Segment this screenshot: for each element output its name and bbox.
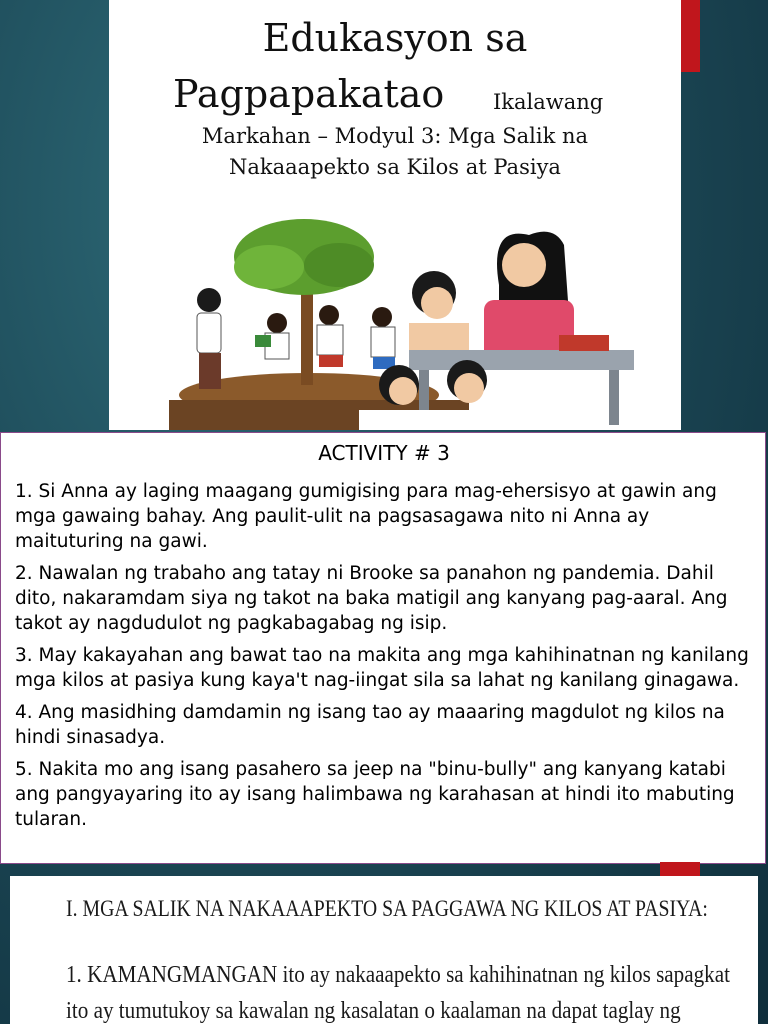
activity-item: 5. Nakita mo ang isang pasahero sa jeep na "binu-bully" ang kanyang katabi ang pangyayaring ito ay isang halimbawa ng karahasan at hindi ito mabuting tularan. (15, 759, 735, 830)
document-text-line: 1. KAMANGMANGAN ito ay nakaaapekto sa kahihinatnan ng kilos sapagkat (66, 962, 730, 988)
activity-item: 4. Ang masidhing damdamin ng isang tao ay maaaring magdulot ng kilos na hindi sinasadya. (15, 702, 725, 748)
activity-panel (0, 432, 766, 864)
students-illustration (169, 205, 639, 430)
lesson-document (10, 876, 758, 1024)
cover-title-suffix: Ikalawang (493, 90, 604, 114)
module-cover (109, 0, 681, 430)
cover-subtitle: Markahan – Modyul 3: Mga Salik na (201, 124, 589, 148)
document-heading: I. MGA SALIK NA NAKAAAPEKTO SA PAGGAWA NG KILOS AT PASIYA: (66, 896, 708, 921)
activity-item: 1. Si Anna ay laging maagang gumigising para mag-ehersisyo at gawin ang mga gawaing bahay. Ang paulit-ulit na pagsasagawa nito ni Anna ay maituturing na gawi. (15, 481, 717, 552)
red-accent-bar (681, 0, 700, 72)
cover-subtitle-line2: Nakaaapekto sa Kilos at Pasiya (229, 155, 561, 179)
cover-title-line2: Pagpapakatao (173, 72, 445, 116)
activity-item: 3. May kakayahan ang bawat tao na makita ang mga kahihinatnan ng kanilang mga kilos at pasiya kung kaya't nag-iingat sila sa lahat ng kanilang ginagawa. (15, 645, 749, 691)
cover-title: Edukasyon sa (262, 16, 528, 60)
activity-title: ACTIVITY # 3 (318, 441, 450, 465)
document-text-line: ito ay tumutukoy sa kawalan ng kasalatan o kaalaman na dapat taglay ng (66, 998, 681, 1024)
activity-item: 2. Nawalan ng trabaho ang tatay ni Brooke sa panahon ng pandemia. Dahil dito, nakaramdam siya ng takot na baka matigil ang kanyang pag-aaral. Ang takot ay nagdudulot ng pagkabagabag ng isip. (15, 563, 728, 634)
activity-list (15, 479, 755, 839)
